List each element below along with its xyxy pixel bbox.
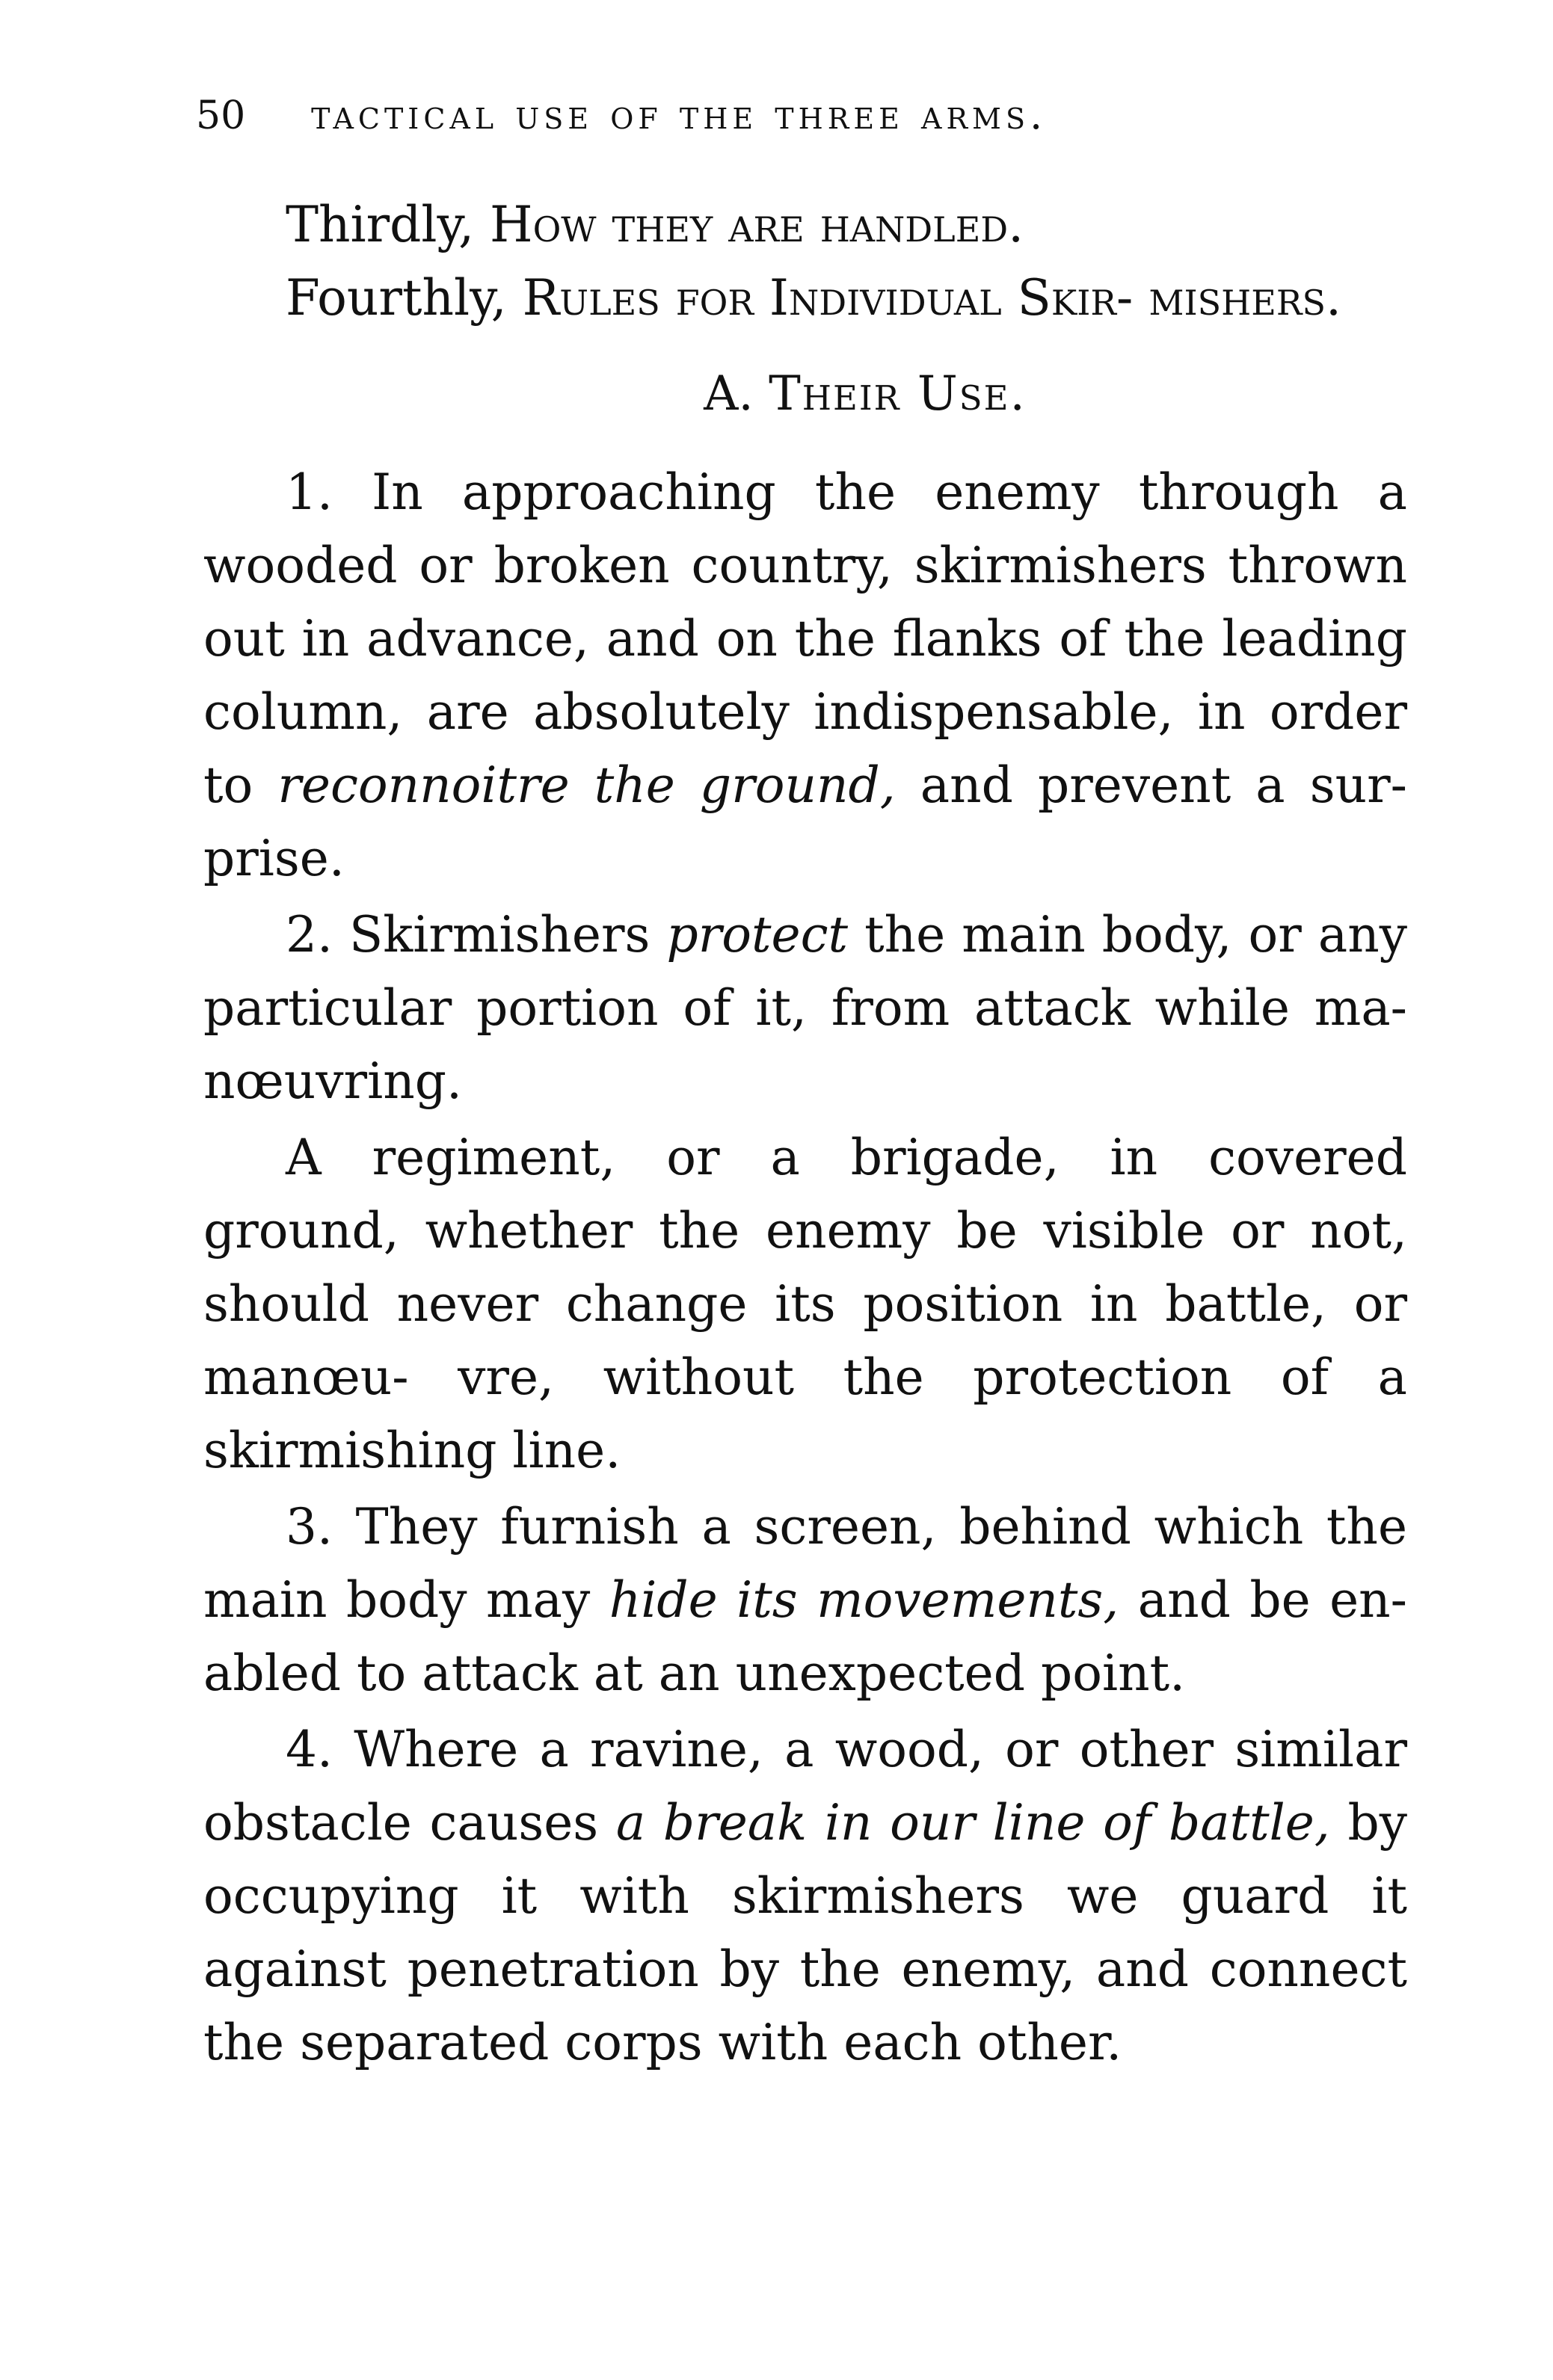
paragraph-1-emphasis: reconnoitre the ground, [277, 756, 896, 814]
page-body [203, 188, 1407, 2080]
paragraph-1 [203, 456, 1407, 895]
paragraph-3: A regiment, or a brigade, in covered ground, whether the enemy be visible or not, should never change its position in battle, or manœu- vre, without the protection of a skirmishing line. [203, 1129, 1407, 1479]
paragraph-4-emphasis: hide its movements, [609, 1571, 1119, 1629]
paragraph-1-text-b: and prevent a sur- prise. [203, 756, 1407, 887]
running-header [196, 91, 1422, 138]
section-letter: A. [704, 366, 754, 422]
paragraph-4-text-b: and be en- abled to attack at an unexpected point. [203, 1571, 1407, 1702]
fourthly-prefix: Fourthly, [286, 269, 507, 327]
running-title: tactical use of the three arms. [311, 91, 1048, 138]
paragraph-5-text-a: 4. Where a ravine, a wood, or other similar obstacle causes [203, 1721, 1407, 1852]
paragraph-4 [203, 1490, 1407, 1710]
paragraph-1-text-a: 1. In approaching the enemy through a wooded or broken country, skirmishers thrown out in advance, and on the flanks of the leading column, are absolutely indispensable, in order to [203, 463, 1407, 814]
paragraph-2-text-a: 2. Skirmishers [286, 906, 667, 964]
thirdly-title: How they are handled. [490, 196, 1024, 253]
paragraph-5 [203, 1713, 1407, 2080]
thirdly-prefix: Thirdly, [286, 196, 475, 253]
paragraph-2 [203, 898, 1407, 1118]
section-title: Their Use. [769, 366, 1027, 422]
paragraph-5-emphasis: a break in our line of battle, [615, 1794, 1330, 1852]
list-item-fourthly [203, 262, 1407, 335]
paragraph-5-text-b: by occupying it with skirmishers we guard it against penetration by the enemy, and connect the separated corps with each other. [203, 1794, 1407, 2071]
paragraph-4-text-a: 3. They furnish a screen, behind which the main body may [203, 1498, 1407, 1629]
fourthly-title: Rules for Individual Skir- mishers. [522, 269, 1341, 327]
paragraph-2-emphasis: protect [666, 906, 849, 964]
paragraph-2-text-b: the main body, or any particular portion of it, from attack while ma- nœuvring. [203, 906, 1408, 1110]
page-number: 50 [196, 93, 246, 138]
section-heading [203, 357, 1407, 431]
list-item-thirdly [203, 188, 1407, 262]
